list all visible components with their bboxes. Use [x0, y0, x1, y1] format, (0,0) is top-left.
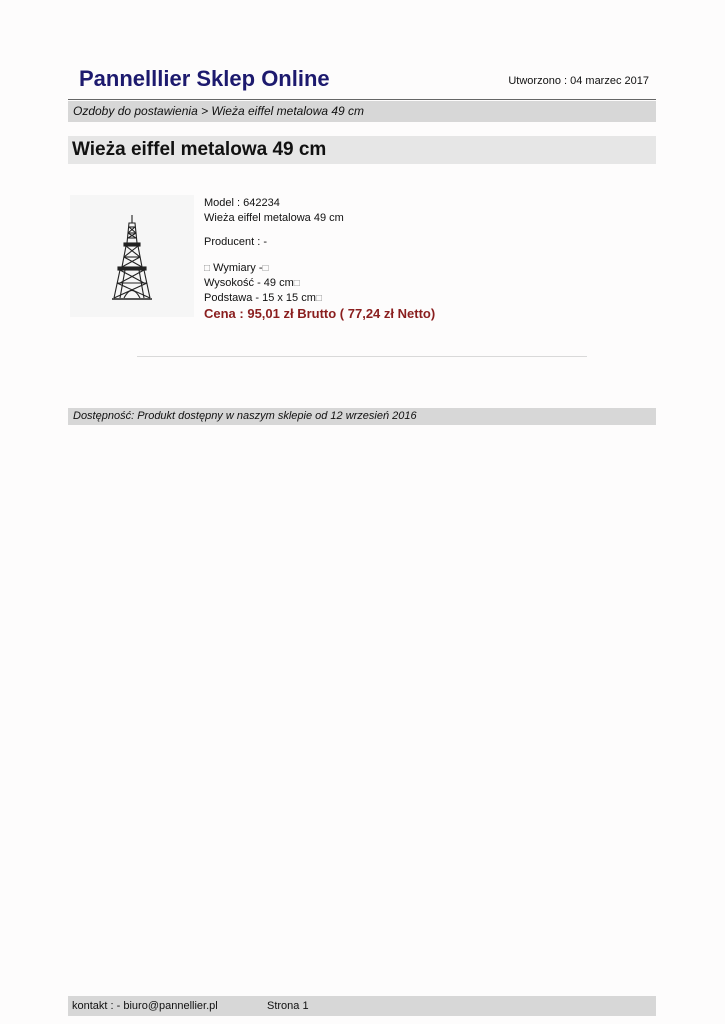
product-image[interactable]	[70, 195, 194, 317]
missing-glyph-icon: □	[204, 263, 211, 274]
product-title: Wieża eiffel metalowa 49 cm	[68, 136, 656, 164]
product-price: Cena : 95,01 zł Brutto ( 77,24 zł Netto)	[204, 306, 436, 321]
page-footer	[68, 996, 656, 1016]
shop-title: Pannelllier Sklep Online	[79, 66, 330, 91]
product-producer: Producent : -	[204, 236, 267, 248]
dimension-base: Podstawa - 15 x 15 cm□	[204, 292, 322, 304]
product-details	[204, 196, 435, 322]
product-model: Model : 642234	[204, 197, 280, 209]
dimensions-heading: □ Wymiary -□	[204, 262, 269, 274]
section-divider	[137, 356, 587, 357]
footer-page-number: Strona 1	[267, 1000, 309, 1012]
header-divider	[68, 99, 656, 100]
dimension-height: Wysokość - 49 cm□	[204, 277, 300, 289]
eiffel-tower-image	[70, 195, 194, 317]
created-date	[508, 75, 649, 87]
availability-bar: Dostępność: Produkt dostępny w naszym sklepie od 12 wrzesień 2016	[68, 408, 656, 425]
footer-contact[interactable]: kontakt : - biuro@pannellier.pl	[72, 1000, 218, 1012]
missing-glyph-icon: □	[262, 263, 269, 274]
missing-glyph-icon: □	[293, 278, 300, 289]
created-label: Utworzono	[508, 75, 561, 87]
breadcrumb[interactable]: Ozdoby do postawienia > Wieża eiffel metalowa 49 cm	[68, 101, 656, 122]
missing-glyph-icon: □	[315, 293, 322, 304]
product-name: Wieża eiffel metalowa 49 cm	[204, 212, 344, 224]
created-value: : 04 marzec 2017	[564, 75, 649, 87]
